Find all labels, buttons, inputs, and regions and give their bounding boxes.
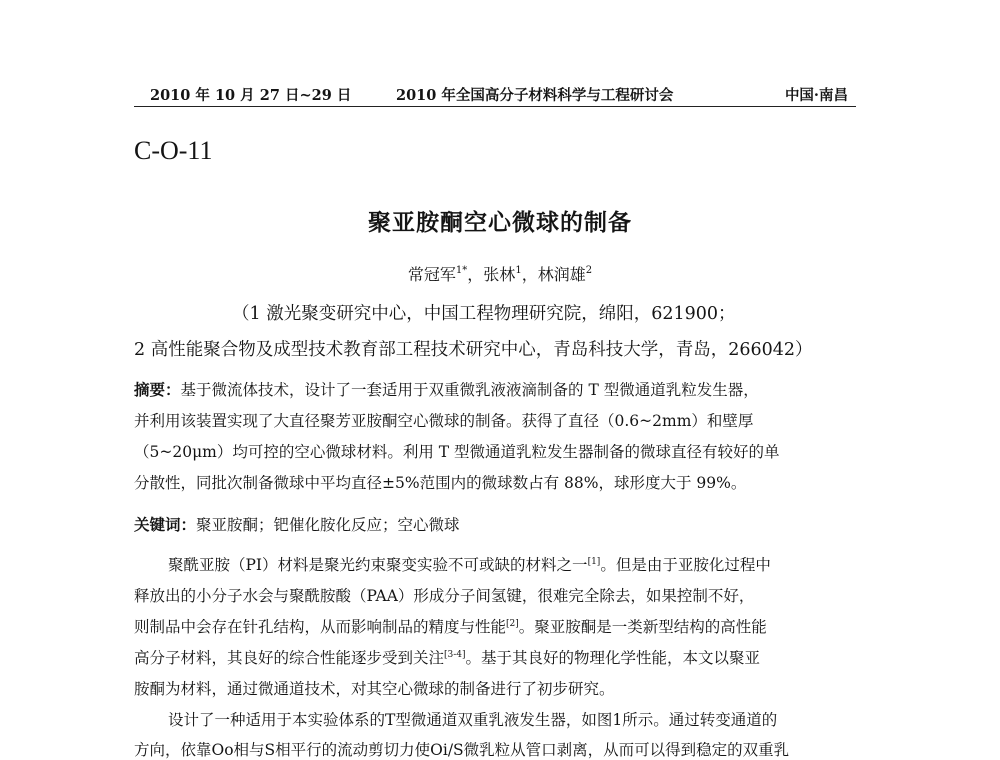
author-1-mark: 1* [455,265,468,276]
keywords-text: 聚亚胺酮；钯催化胺化反应；空心微球 [196,516,460,534]
abstract-line-2: 并利用该装置实现了大直径聚芳亚胺酮空心微球的制备。获得了直径（0.6~2mm）和壁厚 [134,412,754,430]
header-date: 2010 年 10 月 27 日~29 日 [150,87,352,104]
citation: [1] [587,557,601,567]
author-list [0,262,1000,285]
body-text-segment: 则制品中会存在针孔结构，从而影响制品的精度与性能 [134,618,507,636]
author-separator: ， [467,265,484,284]
author-separator: ， [521,265,538,284]
body-line: 释放出的小分子水会与聚酰胺酸（PAA）形成分子间氢键，很难完全除去，如果控制不好， [134,587,755,605]
abstract-label: 摘要： [134,381,181,399]
paper-title: 聚亚胺酮空心微球的制备 [368,210,632,236]
body-line: 方向，依靠Oo相与S相平行的流动剪切力使Oi/S微乳粒从管口剥离，从而可以得到稳定的双重乳 [134,741,790,759]
author-2-mark: 1 [515,265,522,276]
body-line [134,646,760,668]
affiliation-line-1: （1 激光聚变研究中心，中国工程物理研究院，绵阳，621900； [232,304,736,324]
body-line: 设计了一种适用于本实验体系的T型微通道双重乳液发生器，如图1所示。通过转变通道的 [168,711,778,729]
abstract-line-3: （5~20μm）均可控的空心微球材料。利用 T 型微通道乳粒发生器制备的微球直径有较好的单 [134,443,780,461]
body-line [134,615,767,637]
citation: [3-4] [444,650,466,660]
keywords [134,513,460,535]
author-3: 林润雄 [537,265,586,284]
body-text-segment: 。但是由于亚胺化过程中 [600,556,771,574]
abstract-line-4: 分散性，同批次制备微球中平均直径±5%范围内的微球数占有 88%，球形度大于 99%。 [134,474,747,492]
author-1: 常冠军 [407,265,456,284]
running-header [134,84,856,107]
paper-code: C-O-11 [134,136,213,165]
body-text-segment: 聚酰亚胺（PI）材料是聚光约束聚变实验不可或缺的材料之一 [168,556,588,574]
header-conference: 2010 年全国高分子材料科学与工程研讨会 [396,87,674,104]
keywords-label: 关键词： [134,516,197,534]
body-text-segment: 。基于其良好的物理化学性能，本文以聚亚 [465,649,761,667]
affiliation-line-2: 2 高性能聚合物及成型技术教育部工程技术研究中心，青岛科技大学，青岛，266042） [134,340,813,360]
header-place: 中国·南昌 [784,87,848,104]
body-text-segment: 高分子材料，其良好的综合性能逐步受到关注 [134,649,445,667]
body-line [168,553,771,575]
abstract-line-1 [134,378,759,400]
citation: [2] [506,619,519,629]
author-3-mark: 2 [585,265,593,276]
body-line: 胺酮为材料，通过微通道技术，对其空心微球的制备进行了初步研究。 [134,680,615,698]
abstract-text: 基于微流体技术，设计了一套适用于双重微乳液液滴制备的 T 型微通道乳粒发生器， [180,381,759,399]
body-text-segment: 。聚亚胺酮是一类新型结构的高性能 [518,618,767,636]
author-2: 张林 [483,265,516,284]
